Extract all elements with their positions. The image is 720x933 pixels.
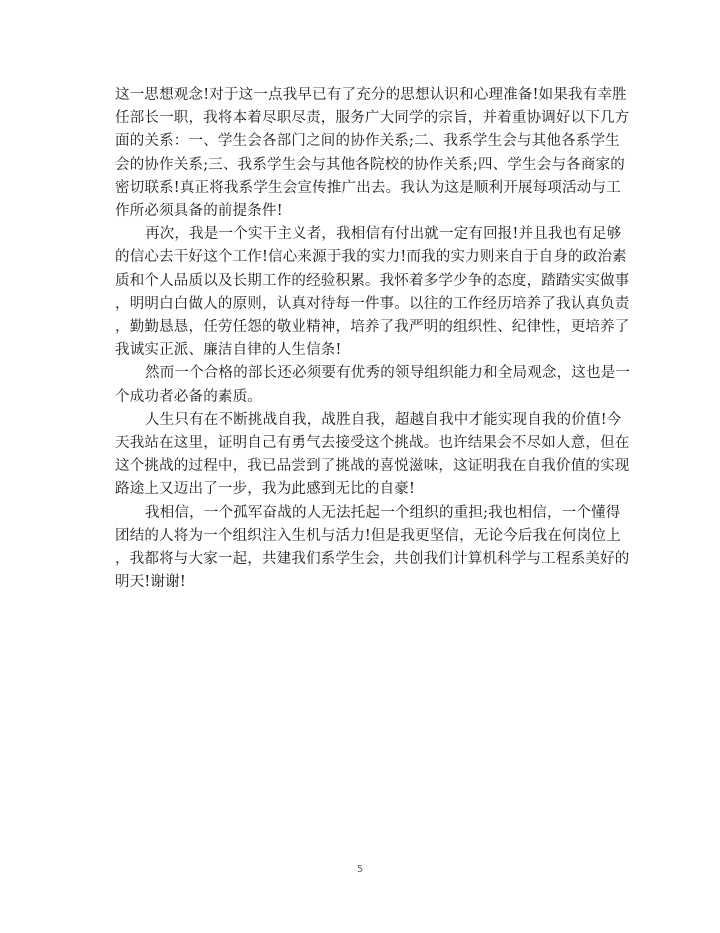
text-line: 天我站在这里，证明自己有勇气去接受这个挑战。也许结果会不尽如人意，但在 xyxy=(115,435,630,452)
document-body xyxy=(115,84,631,594)
text-line: 我相信，一个孤军奋战的人无法托起一个组织的重担;我也相信，一个懂得 xyxy=(145,504,621,521)
text-line: ，明明白白做人的原则，认真对待每一件事。以往的工作经历培养了我认真负责 xyxy=(115,295,630,312)
text-line: 然而一个合格的部长还必须要有优秀的领导组织能力和全局观念，这也是一 xyxy=(145,365,631,382)
text-line: 这个挑战的过程中，我已品尝到了挑战的喜悦滋味，这证明我在自我价值的实现 xyxy=(115,458,630,475)
text-line: 人生只有在不断挑战自我，战胜自我，超越自我中才能实现自我的价值!今 xyxy=(145,411,622,428)
text-line: 作所必须具备的前提条件! xyxy=(115,203,283,220)
text-line: 面的关系：一、学生会各部门之间的协作关系;二、我系学生会与其他各系学生 xyxy=(115,133,620,150)
paragraph-3 xyxy=(115,362,631,408)
text-line: 这一思想观念!对于这一点我早已有了充分的思想认识和心理准备!如果我有幸胜 xyxy=(115,87,627,103)
paragraph-4 xyxy=(115,409,630,502)
text-line: 质和个人品质以及长期工作的经验积累。我怀着多学少争的态度，踏踏实实做事 xyxy=(115,272,630,289)
text-line: ，勤勤恳恳，任劳任怨的敬业精神，培养了我严明的组织性、纪律性，更培养了 xyxy=(115,319,630,336)
text-line: 的信心去干好这个工作!信心来源于我的实力!而我的实力则来自于自身的政治素 xyxy=(115,249,627,266)
page-number: 5 xyxy=(356,864,364,875)
text-line: 路途上又迈出了一步，我为此感到无比的自豪! xyxy=(115,481,416,498)
paragraph-1 xyxy=(115,84,630,223)
text-line: 会的协作关系;三、我系学生会与其他各院校的协作关系;四、学生会与各商家的 xyxy=(115,156,625,173)
paragraph-2 xyxy=(115,223,630,362)
text-line: 再次，我是一个实干主义者，我相信有付出就一定有回报!并且我也有足够 xyxy=(145,226,622,243)
text-line: 个成功者必备的素质。 xyxy=(115,388,262,405)
paragraph-5 xyxy=(115,502,630,595)
text-line: 明天!谢谢! xyxy=(115,574,186,591)
text-line: 密切联系!真正将我系学生会宣传推广出去。我认为这是顺利开展每项活动与工 xyxy=(115,179,621,196)
text-line: 任部长一职，我将本着尽职尽责，服务广大同学的宗旨，并着重协调好以下几方 xyxy=(115,110,630,127)
text-line: ，我都将与大家一起，共建我们系学生会，共创我们计算机科学与工程系美好的 xyxy=(115,551,630,568)
text-line: 我诚实正派、廉洁自律的人生信条! xyxy=(115,342,342,359)
text-line: 团结的人将为一个组织注入生机与活力!但是我更坚信，无论今后我在何岗位上 xyxy=(115,527,621,544)
